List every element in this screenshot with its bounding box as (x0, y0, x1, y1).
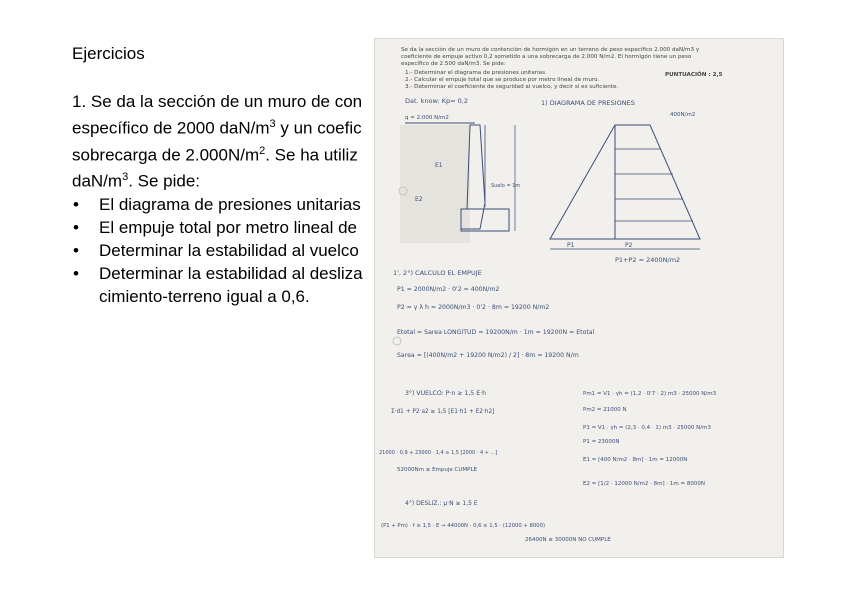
hw-vuelco: 3°) VUELCO: P·n ≥ 1,5 E·h (405, 390, 487, 397)
worksheet-photo (374, 38, 784, 558)
printed-line-2: coeficiente de empuje activo 0,2 sometido a una sobrecarga de 2.000 N/m2. El hormigón tiene un peso (401, 54, 692, 60)
hw-e1: E1 = [400 N/m2 · 8m] · 1m = 12000N (583, 457, 688, 463)
hw-calc-line-4: Sarea = [(400N/m2 + 19200 N/m2) / 2] · 8m = 19200 N/m (397, 352, 579, 359)
requirement-4: • Determinar la estabilidad al desliza (72, 262, 382, 285)
hw-p-top: 400N/m2 (670, 112, 696, 118)
requirement-4-continuation: cimiento-terreno igual a 0,6. (99, 286, 310, 306)
svg-text:E2: E2 (415, 196, 423, 203)
soil-area (400, 125, 470, 243)
hw-vuelco-eq: Σ·d1 + P2·a2 ≥ 1,5 [E1·h1 + E2·h2] (391, 409, 495, 415)
hw-q-label: q = 2.000 N/m2 (405, 115, 449, 121)
printed-line-6: 3.- Determinar el coeficiente de seguridad al vuelco, y decir si es suficiente. (405, 84, 619, 90)
requirement-1: • El diagrama de presiones unitarias (72, 193, 382, 216)
requirement-3: • Determinar la estabilidad al vuelco (72, 239, 382, 262)
hw-calc-line-2: P2 = γ λ h = 2000N/m3 · 0'2 · 8m = 19200 N/m2 (397, 304, 550, 311)
svg-text:P1: P1 (567, 242, 575, 249)
worksheet-drawing (375, 39, 783, 557)
hw-diagram-title: 1) DIAGRAMA DE PRESIONES (541, 99, 635, 107)
svg-text:P2: P2 (625, 242, 633, 249)
hw-desliz: 4°) DESLIZ.: μ·N ≥ 1,5 E (405, 500, 478, 507)
hw-p-sum: P1+P2 = 2400N/m2 (615, 256, 681, 264)
problem-line-3: sobrecarga de $2.000N/m^2$. Se ha utiliz (72, 144, 358, 165)
hw-p1: P1 = V1 · γh = (2,3 · 0,4 · 1) m3 · 25000 N/m3 (583, 425, 711, 431)
problem-line-2: específico de 2000 daN/$m^3$ y un coefic (72, 118, 362, 138)
hw-desliz-eq: (P1 + Pm) · f ≥ 1,5 · E → 44000N · 0,6 ≥ 1,5 · (12000 + 8000) (381, 523, 546, 529)
problem-statement (72, 90, 382, 308)
printed-puntuacion: PUNTUACIÓN : 2,5 (665, 72, 723, 78)
hw-calc-line-3: Etotal = Sarea LONGITUD = 19200N/m · 1m = 19200N = Etotal (397, 329, 595, 336)
hw-e2: E2 = [1/2 · 12000 N/m2 · 8m] · 1m = 8000N (583, 481, 705, 487)
hw-left-1: 21000 · 0,9 + 23000 · 1,4 ≥ 1,5 [2000 · 4 + ...] (379, 450, 498, 456)
svg-text:E1: E1 (435, 162, 443, 169)
hw-left-2: 52000Nm ≥ Empuje CUMPLE (397, 467, 478, 473)
requirements-list (72, 193, 382, 285)
printed-line-5: 2.- Calcular el empuje total que se produce por metro lineal de muro. (405, 77, 600, 83)
printed-line-3: específico de 2.500 daN/m3. Se pide: (401, 61, 506, 67)
punch-hole-2 (393, 337, 401, 345)
problem-line-4: daN/$m^3$. Se pide: (72, 171, 201, 191)
hw-calc-title: 1', 2°) CALCULO EL EMPUJE (393, 269, 482, 277)
hw-pm1: Pm1 = V1 · γh = (1,2 · 0'7 · 2) m3 · 25000 N/m3 (583, 391, 717, 397)
slide-title: Ejercicios (72, 44, 145, 63)
hw-p1b: P1 = 23000N (583, 439, 620, 445)
hw-calc-line-1: P1 = 2000N/m2 · 0'2 = 400N/m2 (397, 286, 500, 293)
hw-suelo: Suelo = 1m (491, 183, 521, 189)
hw-datos: Dat. know: Kp= 0,2 (405, 97, 468, 105)
printed-line-1: Se da la sección de un muro de contención de hormigón en un terreno de peso específico 2.000 daN/m3 y (401, 47, 700, 53)
pressure-trapezoid (550, 125, 700, 239)
hw-desliz-res: 26400N ≥ 30000N NO CUMPLE (525, 537, 611, 543)
problem-line-1: 1. Se da la sección de un muro de con (72, 92, 363, 111)
requirement-2: • El empuje total por metro lineal de (72, 216, 382, 239)
hw-pm2: Pm2 = 21000 N (583, 407, 627, 413)
printed-line-4: 1.- Determinar el diagrama de presiones unitarias. (405, 70, 547, 76)
